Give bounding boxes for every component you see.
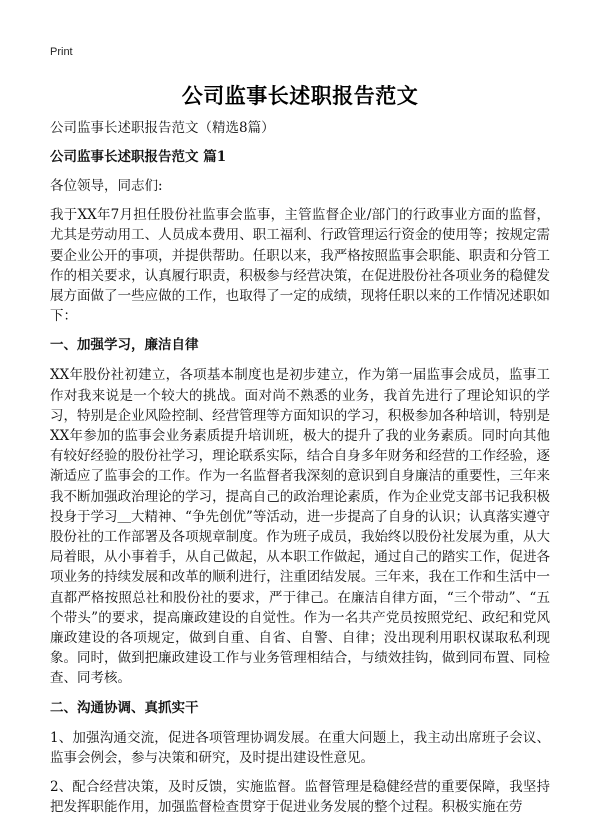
document-title: 公司监事长述职报告范文 (181, 83, 419, 108)
document-body (50, 118, 550, 826)
paragraph-study-integrity: XX年股份社初建立，各项基本制度也是初步建立，作为第一届监事会成员，监事工作对我来说是一个较大的挑战。面对尚不熟悉的业务，我首先进行了理论知识的学习，特别是企业风险控制、经营管理等方面知识的学习，积极参加各种培训，特别是XX年参加的监事会业务素质提升培训班，极大的提升了我的业务素质。同时向其他有较好经验的股份社学习，理论联系实际，结合自身多年财务和经营的工作经验，逐渐适应了监事会的工作。作为一名监督者我深刻的意识到自身廉洁的重要性，三年来我不断加强政治理论的学习，提高自己的政治理论素质，作为企业党支部书记我积极投身于学习＿大精神、“争先创优”等活动，进一步提高了自身的认识；认真落实遵守股份社的工作部署及各项规章制度。作为班子成员，我始终以股份社发展为重，从大局着眼，从小事着手，从自己做起，从本职工作做起，通过自己的踏实工作，促进各项业务的持续发展和改革的顺利进行，注重团结发展。三年来，我在工作和生活中一直都严格按照总社和股份社的要求，严于律己。在廉洁自律方面，“三个带动”、“五个带头”的要求，提高廉政建设的自觉性。作为一名共产党员按照党纪、政纪和党风廉政建设的各项规定，做到自重、自省、自警、自律；没出现利用职权谋取私利现象。同时，做到把廉政建设工作与业务管理相结合，与绩效挂钩，做到同布置、同检查、同考核。 (50, 367, 550, 687)
greeting-paragraph: 各位领导，同志们: (50, 178, 163, 194)
print-label: Print (50, 46, 73, 58)
section-title: 公司监事长述职报告范文 篇1 (50, 149, 227, 165)
heading-study-integrity: 一、加强学习，廉洁自律 (50, 337, 199, 354)
paragraph-communication-2: 2、配合经营决策，及时反馈，实施监督。监督管理是稳健经营的重要保障，我坚持把发挥职能作用，加强监督检查贯穿于促进业务发展的整个过程。积极实施在劳 (50, 779, 550, 816)
heading-communication: 二、沟通协调、真抓实干 (50, 699, 199, 716)
intro-paragraph: 我于XX年7月担任股份社监事会监事，主管监督企业/部门的行政事业方面的监督，尤其是劳动用工、人员成本费用、职工福利、行政管理运行资金的使用等；按规定需要企业公开的事项，并提供帮助。任职以来，我严格按照监事会职能、职责和分管工作的相关要求，认真履行职责，积极参与经营决策，在促进股份社各项业务的稳健发展方面做了一些应做的工作，也取得了一定的成绩，现将任职以来的工作情况述职如下： (50, 207, 550, 325)
paragraph-communication-1: 1、加强沟通交流，促进各项管理协调发展。在重大问题上，我主动出席班子会议、监事会例会，参与决策和研究，及时提出建设性意见。 (50, 729, 550, 766)
document-subtitle: 公司监事长述职报告范文（精选8篇） (50, 120, 275, 136)
